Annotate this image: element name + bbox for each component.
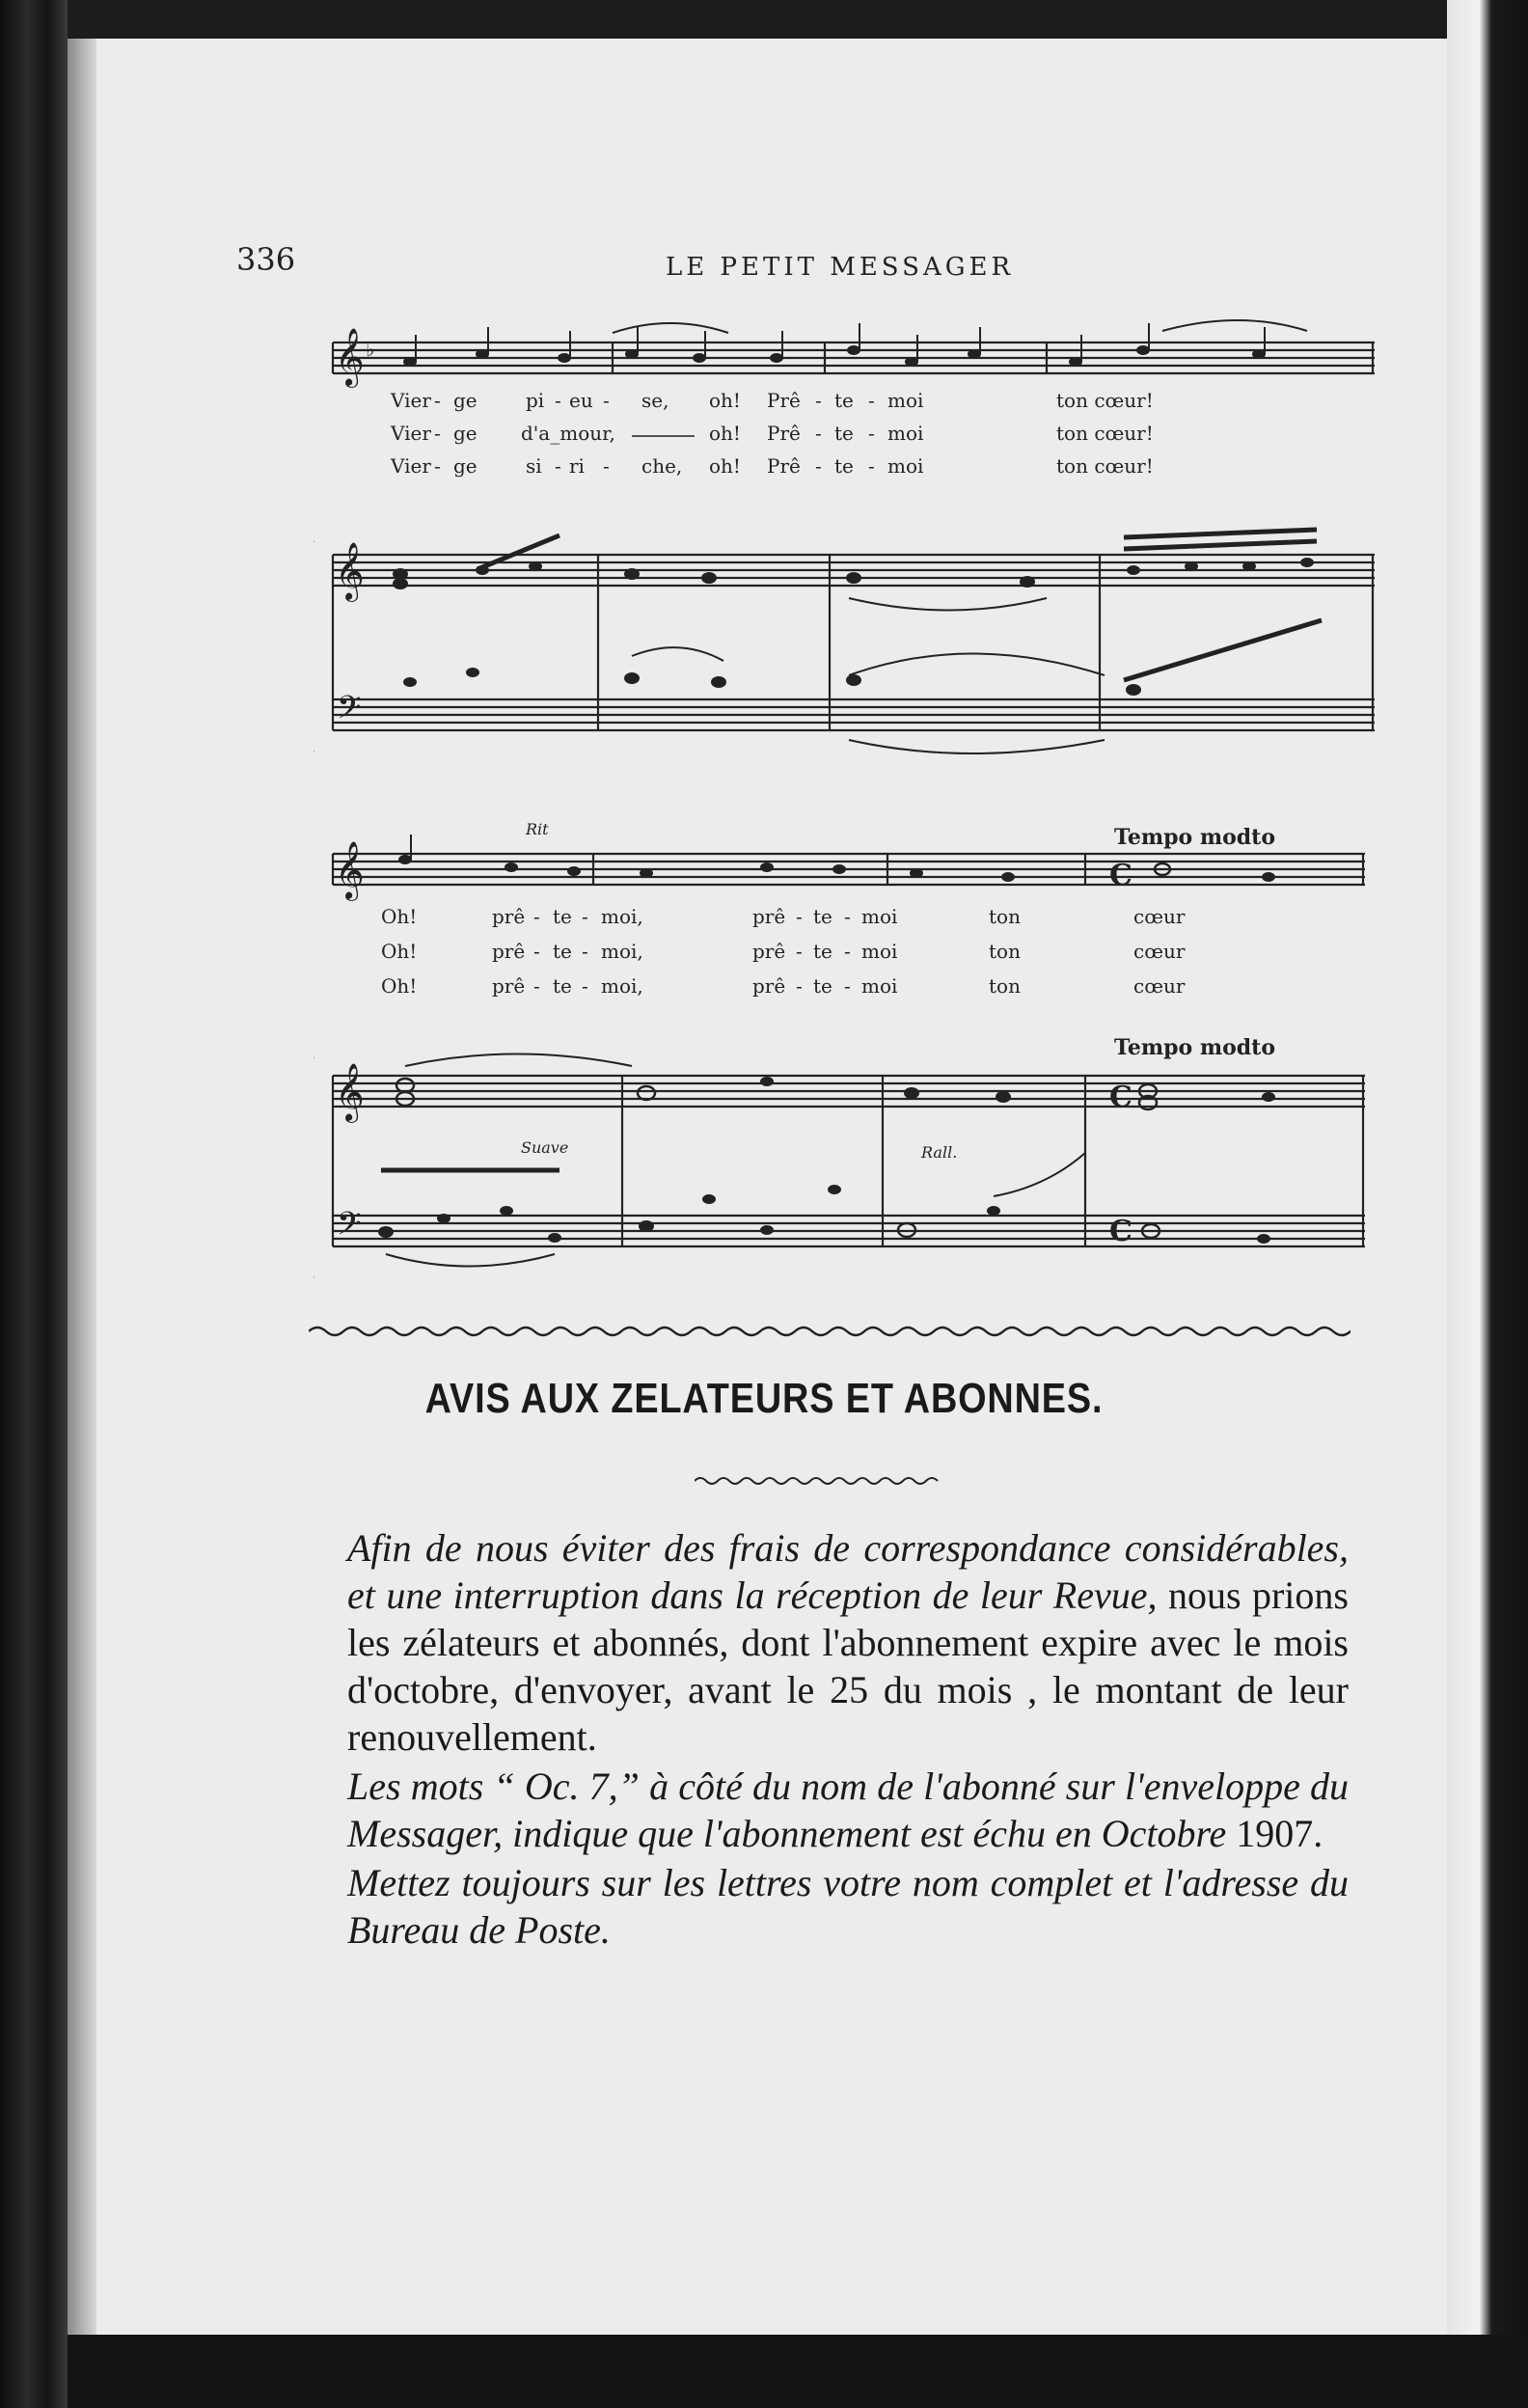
lyric-syllable: moi, xyxy=(601,905,643,928)
lyric-syllable: ton cœur! xyxy=(1056,454,1154,478)
lyric-syllable: te xyxy=(553,974,572,998)
lyric-syllable: ri xyxy=(569,454,585,478)
lyric-syllable: pi xyxy=(526,389,545,412)
lyric-syllable: Prê xyxy=(767,454,801,478)
lyric-syllable: - xyxy=(555,454,561,478)
tempo-marking: Tempo modto xyxy=(1114,825,1276,850)
paragraph-italic-text: Afin de nous éviter des frais de correspondance considérables, et une interruption dans la réception de leur Revue, xyxy=(347,1526,1349,1617)
lyric-syllable: cœur xyxy=(1133,974,1186,998)
lyric-syllable: ge xyxy=(453,422,478,445)
notice-body xyxy=(289,1524,1349,1956)
lyric-syllable: - xyxy=(533,974,540,998)
lyric-syllable: ge xyxy=(453,454,478,478)
treble-clef-icon: 𝄞 xyxy=(335,1063,365,1121)
lyric-syllable: te xyxy=(813,974,832,998)
lyric-syllable: ton xyxy=(989,974,1021,998)
lyric-syllable: moi, xyxy=(601,974,643,998)
lyric-syllable: cœur xyxy=(1133,940,1186,963)
lyric-syllable: eu xyxy=(569,389,593,412)
lyric-syllable: - xyxy=(796,974,803,998)
treble-clef-icon: 𝄞 xyxy=(335,841,365,899)
lyric-syllable: - xyxy=(582,974,588,998)
page-number: 336 xyxy=(236,241,296,278)
lyric-syllable: te xyxy=(834,389,854,412)
page-gutter xyxy=(68,39,96,2354)
bottom-edge xyxy=(68,2335,1528,2408)
lyric-syllable: che, xyxy=(641,454,683,478)
lyric-syllable: d'a_mour, xyxy=(521,422,615,445)
lyric-syllable: moi xyxy=(861,940,898,963)
common-time-icon: C xyxy=(1109,859,1132,892)
lyric-syllable: oh! xyxy=(709,389,741,412)
lyric-syllable: Vier xyxy=(391,389,431,412)
piano-staves-2 xyxy=(314,1054,1365,1279)
lyric-syllable: - xyxy=(434,389,441,412)
lyric-syllable: ton xyxy=(989,940,1021,963)
running-title: LE PETIT MESSAGER xyxy=(666,253,1015,282)
piano-staves-1 xyxy=(314,530,1375,753)
common-time-icon: C xyxy=(1109,1081,1132,1114)
lyric-syllable: Prê xyxy=(767,389,801,412)
lyric-syllable: cœur xyxy=(1133,905,1186,928)
lyric-syllable: - xyxy=(815,454,822,478)
lyric-syllable: moi xyxy=(887,454,924,478)
lyric-syllable: - xyxy=(796,905,803,928)
book-spine xyxy=(0,0,68,2408)
music-score xyxy=(314,314,1375,1298)
voice-staff-1 xyxy=(333,320,1375,388)
lyric-syllable: ton cœur! xyxy=(1056,422,1154,445)
tempo-marking: Tempo modto xyxy=(1114,1035,1276,1060)
lyric-syllable: te xyxy=(813,905,832,928)
lyric-syllable: prê xyxy=(752,974,786,998)
lyrics-refrain-3 xyxy=(381,974,1186,998)
right-page-edge xyxy=(1447,0,1528,2408)
small-divider xyxy=(695,1471,945,1491)
system-2 xyxy=(314,820,1365,1278)
lyric-syllable: - xyxy=(844,905,851,928)
ritardando-mark: Rit xyxy=(526,820,549,838)
lyric-syllable: prê xyxy=(492,905,526,928)
lyric-syllable: Oh! xyxy=(381,905,418,928)
lyrics-refrain-2 xyxy=(381,940,1186,963)
lyrics-verse-3 xyxy=(390,454,1154,478)
lyric-syllable: ton cœur! xyxy=(1056,389,1154,412)
lyric-syllable: te xyxy=(553,940,572,963)
lyric-syllable: - xyxy=(868,454,875,478)
expression-mark: Suave xyxy=(521,1138,569,1157)
lyric-syllable: - xyxy=(868,389,875,412)
lyric-syllable: prê xyxy=(492,974,526,998)
lyric-syllable: ge xyxy=(453,389,478,412)
treble-clef-icon: 𝄞 xyxy=(335,328,365,386)
flat-icon: ♭ xyxy=(366,338,375,361)
lyric-syllable: - xyxy=(603,454,610,478)
notice-paragraph-1 xyxy=(289,1524,1349,1761)
lyric-syllable: - xyxy=(815,389,822,412)
lyric-syllable: - xyxy=(815,422,822,445)
treble-clef-icon: 𝄞 xyxy=(335,542,365,600)
lyric-syllable: moi xyxy=(887,389,924,412)
lyric-syllable: Oh! xyxy=(381,974,418,998)
lyric-syllable: oh! xyxy=(709,422,741,445)
lyric-syllable: Prê xyxy=(767,422,801,445)
lyric-syllable: - xyxy=(582,905,588,928)
paragraph-text: nous prions les zélateurs et abonnés, dont l'abonnement expire avec le mois d'octobre, d'envoyer, avant le 25 du mois , le montant de leur renouvellement. xyxy=(347,1573,1349,1759)
lyric-syllable: prê xyxy=(492,940,526,963)
lyric-syllable: - xyxy=(868,422,875,445)
lyrics-verse-1 xyxy=(390,389,1154,412)
paragraph-text: 1907. xyxy=(1226,1812,1323,1855)
lyrics-verse-2 xyxy=(390,422,1154,445)
lyric-syllable: ton xyxy=(989,905,1021,928)
bass-clef-icon: 𝄢 xyxy=(337,690,362,734)
lyric-syllable: oh! xyxy=(709,454,741,478)
lyric-syllable: se, xyxy=(641,389,669,412)
lyric-syllable: - xyxy=(796,940,803,963)
notice-paragraph-3 xyxy=(289,1859,1349,1954)
lyric-syllable: - xyxy=(434,422,441,445)
lyric-syllable: Vier xyxy=(391,422,431,445)
notice-paragraph-2 xyxy=(289,1763,1349,1857)
lyric-syllable: - xyxy=(533,905,540,928)
rallentando-mark: Rall. xyxy=(921,1143,958,1162)
lyric-syllable: prê xyxy=(752,940,786,963)
lyric-syllable: te xyxy=(813,940,832,963)
notice-title: AVIS AUX ZELATEURS ET ABONNES. xyxy=(424,1375,1104,1422)
lyric-syllable: - xyxy=(844,940,851,963)
lyric-syllable: si xyxy=(526,454,542,478)
lyric-syllable: - xyxy=(555,389,561,412)
lyric-syllable: te xyxy=(553,905,572,928)
lyric-syllable: moi, xyxy=(601,940,643,963)
lyric-syllable: - xyxy=(603,389,610,412)
lyric-syllable: - xyxy=(844,974,851,998)
paragraph-italic-text: Mettez toujours sur les lettres votre nom complet et l'adresse du Bureau de Poste. xyxy=(347,1861,1349,1952)
paragraph-italic-text: Les mots “ Oc. 7,” à côté du nom de l'abonné sur l'enveloppe du Messager, indique que l'abonnement est échu en Octobre xyxy=(347,1765,1349,1855)
system-1 xyxy=(314,320,1375,753)
bass-clef-icon: 𝄢 xyxy=(337,1206,362,1250)
lyric-syllable: Oh! xyxy=(381,940,418,963)
lyric-syllable: moi xyxy=(861,974,898,998)
ornamental-divider xyxy=(309,1317,1351,1346)
lyrics-refrain-1 xyxy=(381,905,1186,928)
common-time-icon: C xyxy=(1109,1215,1132,1248)
lyric-syllable: - xyxy=(434,454,441,478)
lyric-syllable: prê xyxy=(752,905,786,928)
lyric-syllable: te xyxy=(834,422,854,445)
lyric-syllable: moi xyxy=(861,905,898,928)
lyric-syllable: te xyxy=(834,454,854,478)
lyric-syllable: - xyxy=(582,940,588,963)
lyric-syllable: Vier xyxy=(391,454,431,478)
lyric-syllable: - xyxy=(533,940,540,963)
lyric-syllable: moi xyxy=(887,422,924,445)
